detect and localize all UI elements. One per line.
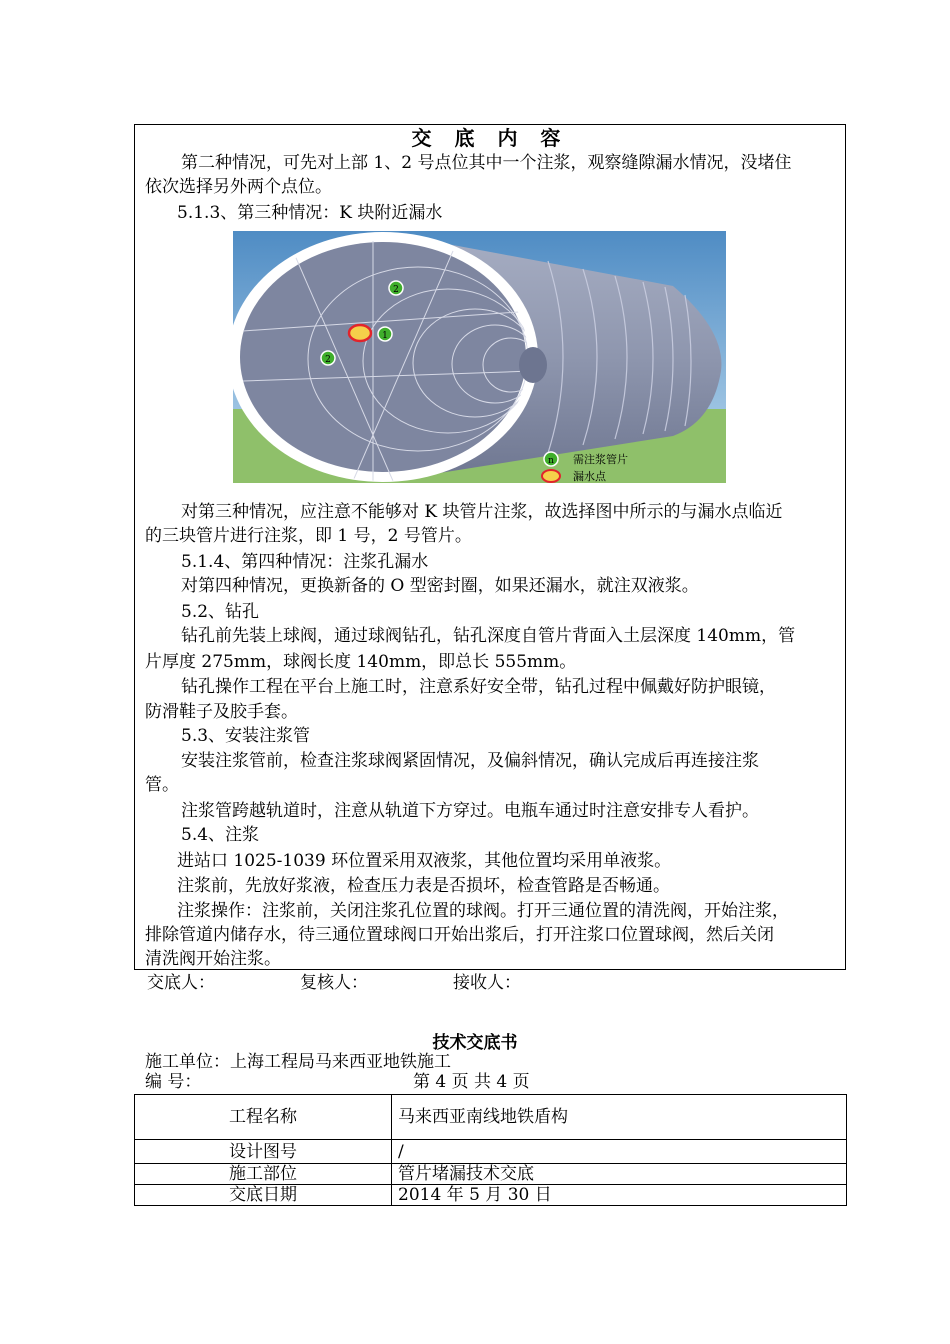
tunnel-diagram xyxy=(233,231,726,483)
paragraph-line: 进站口 1025-1039 环位置采用双液浆，其他位置均采用单液浆。 xyxy=(177,851,672,871)
discloser-signature: 交底人： xyxy=(147,973,215,993)
row-label: 交底日期 xyxy=(135,1185,392,1206)
project-info-table xyxy=(134,1094,847,1206)
paragraph-line: 注浆管跨越轨道时，注意从轨道下方穿过。电瓶车通过时注意安排专人看护。 xyxy=(181,801,759,821)
paragraph-line: 第二种情况，可先对上部 1、2 号点位其中一个注浆，观察缝隙漏水情况，没堵住 xyxy=(181,153,792,173)
paragraph-line: 对第四种情况，更换新备的 O 型密封圈，如果还漏水，就注双液浆。 xyxy=(181,576,699,596)
paragraph-line: 钻孔操作工程在平台上施工时，注意系好安全带，钻孔过程中佩戴好防护眼镜， xyxy=(181,677,776,697)
document-title: 技术交底书 xyxy=(432,1033,518,1053)
construction-unit: 施工单位：上海工程局马来西亚地铁施工 xyxy=(145,1052,451,1072)
subsection-heading: 5.1.3、第三种情况：K 块附近漏水 xyxy=(177,203,443,223)
receiver-signature: 接收人： xyxy=(453,973,521,993)
row-label: 工程名称 xyxy=(135,1095,392,1140)
paragraph-line: 钻孔前先装上球阀，通过球阀钻孔，钻孔深度自管片背面入土层深度 140mm，管 xyxy=(181,626,796,646)
leak-point xyxy=(349,325,371,341)
tunnel-interior xyxy=(240,242,526,472)
table-row xyxy=(135,1095,847,1140)
paragraph-line: 排除管道内储存水，待三通位置球阀口开始出浆后，打开注浆口位置球阀，然后关闭 xyxy=(145,925,774,945)
subsection-heading: 5.4、注浆 xyxy=(181,825,260,845)
reviewer-signature: 复核人： xyxy=(300,973,368,993)
marker-label: 1 xyxy=(382,331,388,341)
row-value: / xyxy=(392,1140,847,1164)
subsection-heading: 5.2、钻孔 xyxy=(181,602,260,622)
row-label: 设计图号 xyxy=(135,1140,392,1164)
paragraph-line: 管。 xyxy=(145,775,179,795)
subsection-heading: 5.1.4、第四种情况：注浆孔漏水 xyxy=(181,552,429,572)
row-value: 2014 年 5 月 30 日 xyxy=(392,1185,847,1206)
legend-marker-label: n xyxy=(548,456,554,466)
legend-label-grout: 需注浆管片 xyxy=(573,453,628,466)
paragraph-line: 注浆前，先放好浆液，检查压力表是否损坏，检查管路是否畅通。 xyxy=(177,876,670,896)
paragraph-line: 清洗阀开始注浆。 xyxy=(145,949,281,969)
number-label: 编 号： xyxy=(145,1072,202,1092)
paragraph-line: 防滑鞋子及胶手套。 xyxy=(145,702,298,722)
row-value: 管片堵漏技术交底 xyxy=(392,1164,847,1185)
subsection-heading: 5.3、安装注浆管 xyxy=(181,726,311,746)
row-value: 马来西亚南线地铁盾构 xyxy=(392,1095,847,1140)
marker-label: 2 xyxy=(325,355,331,365)
table-row xyxy=(135,1164,847,1185)
paragraph-line: 对第三种情况，应注意不能够对 K 块管片注浆，故选择图中所示的与漏水点临近 xyxy=(181,502,783,522)
paragraph-line: 依次选择另外两个点位。 xyxy=(145,177,332,197)
paragraph-line: 片厚度 275mm，球阀长度 140mm，即总长 555mm。 xyxy=(145,652,577,672)
page-info: 第 4 页 共 4 页 xyxy=(413,1072,530,1092)
marker-2-lower xyxy=(321,351,335,365)
paragraph-line: 的三块管片进行注浆，即 1 号，2 号管片。 xyxy=(145,526,472,546)
table-row xyxy=(135,1140,847,1164)
marker-2-upper xyxy=(389,281,403,295)
marker-label: 2 xyxy=(393,285,399,295)
paragraph-line: 安装注浆管前，检查注浆球阀紧固情况，及偏斜情况，确认完成后再连接注浆 xyxy=(181,751,759,771)
table-row xyxy=(135,1185,847,1206)
paragraph-line: 注浆操作：注浆前，关闭注浆孔位置的球阀。打开三通位置的清洗阀，开始注浆， xyxy=(177,901,789,921)
marker-1 xyxy=(378,327,392,341)
legend-label-leak: 漏水点 xyxy=(573,470,606,483)
section-heading: 交 底 内 容 xyxy=(411,126,569,150)
row-label: 施工部位 xyxy=(135,1164,392,1185)
